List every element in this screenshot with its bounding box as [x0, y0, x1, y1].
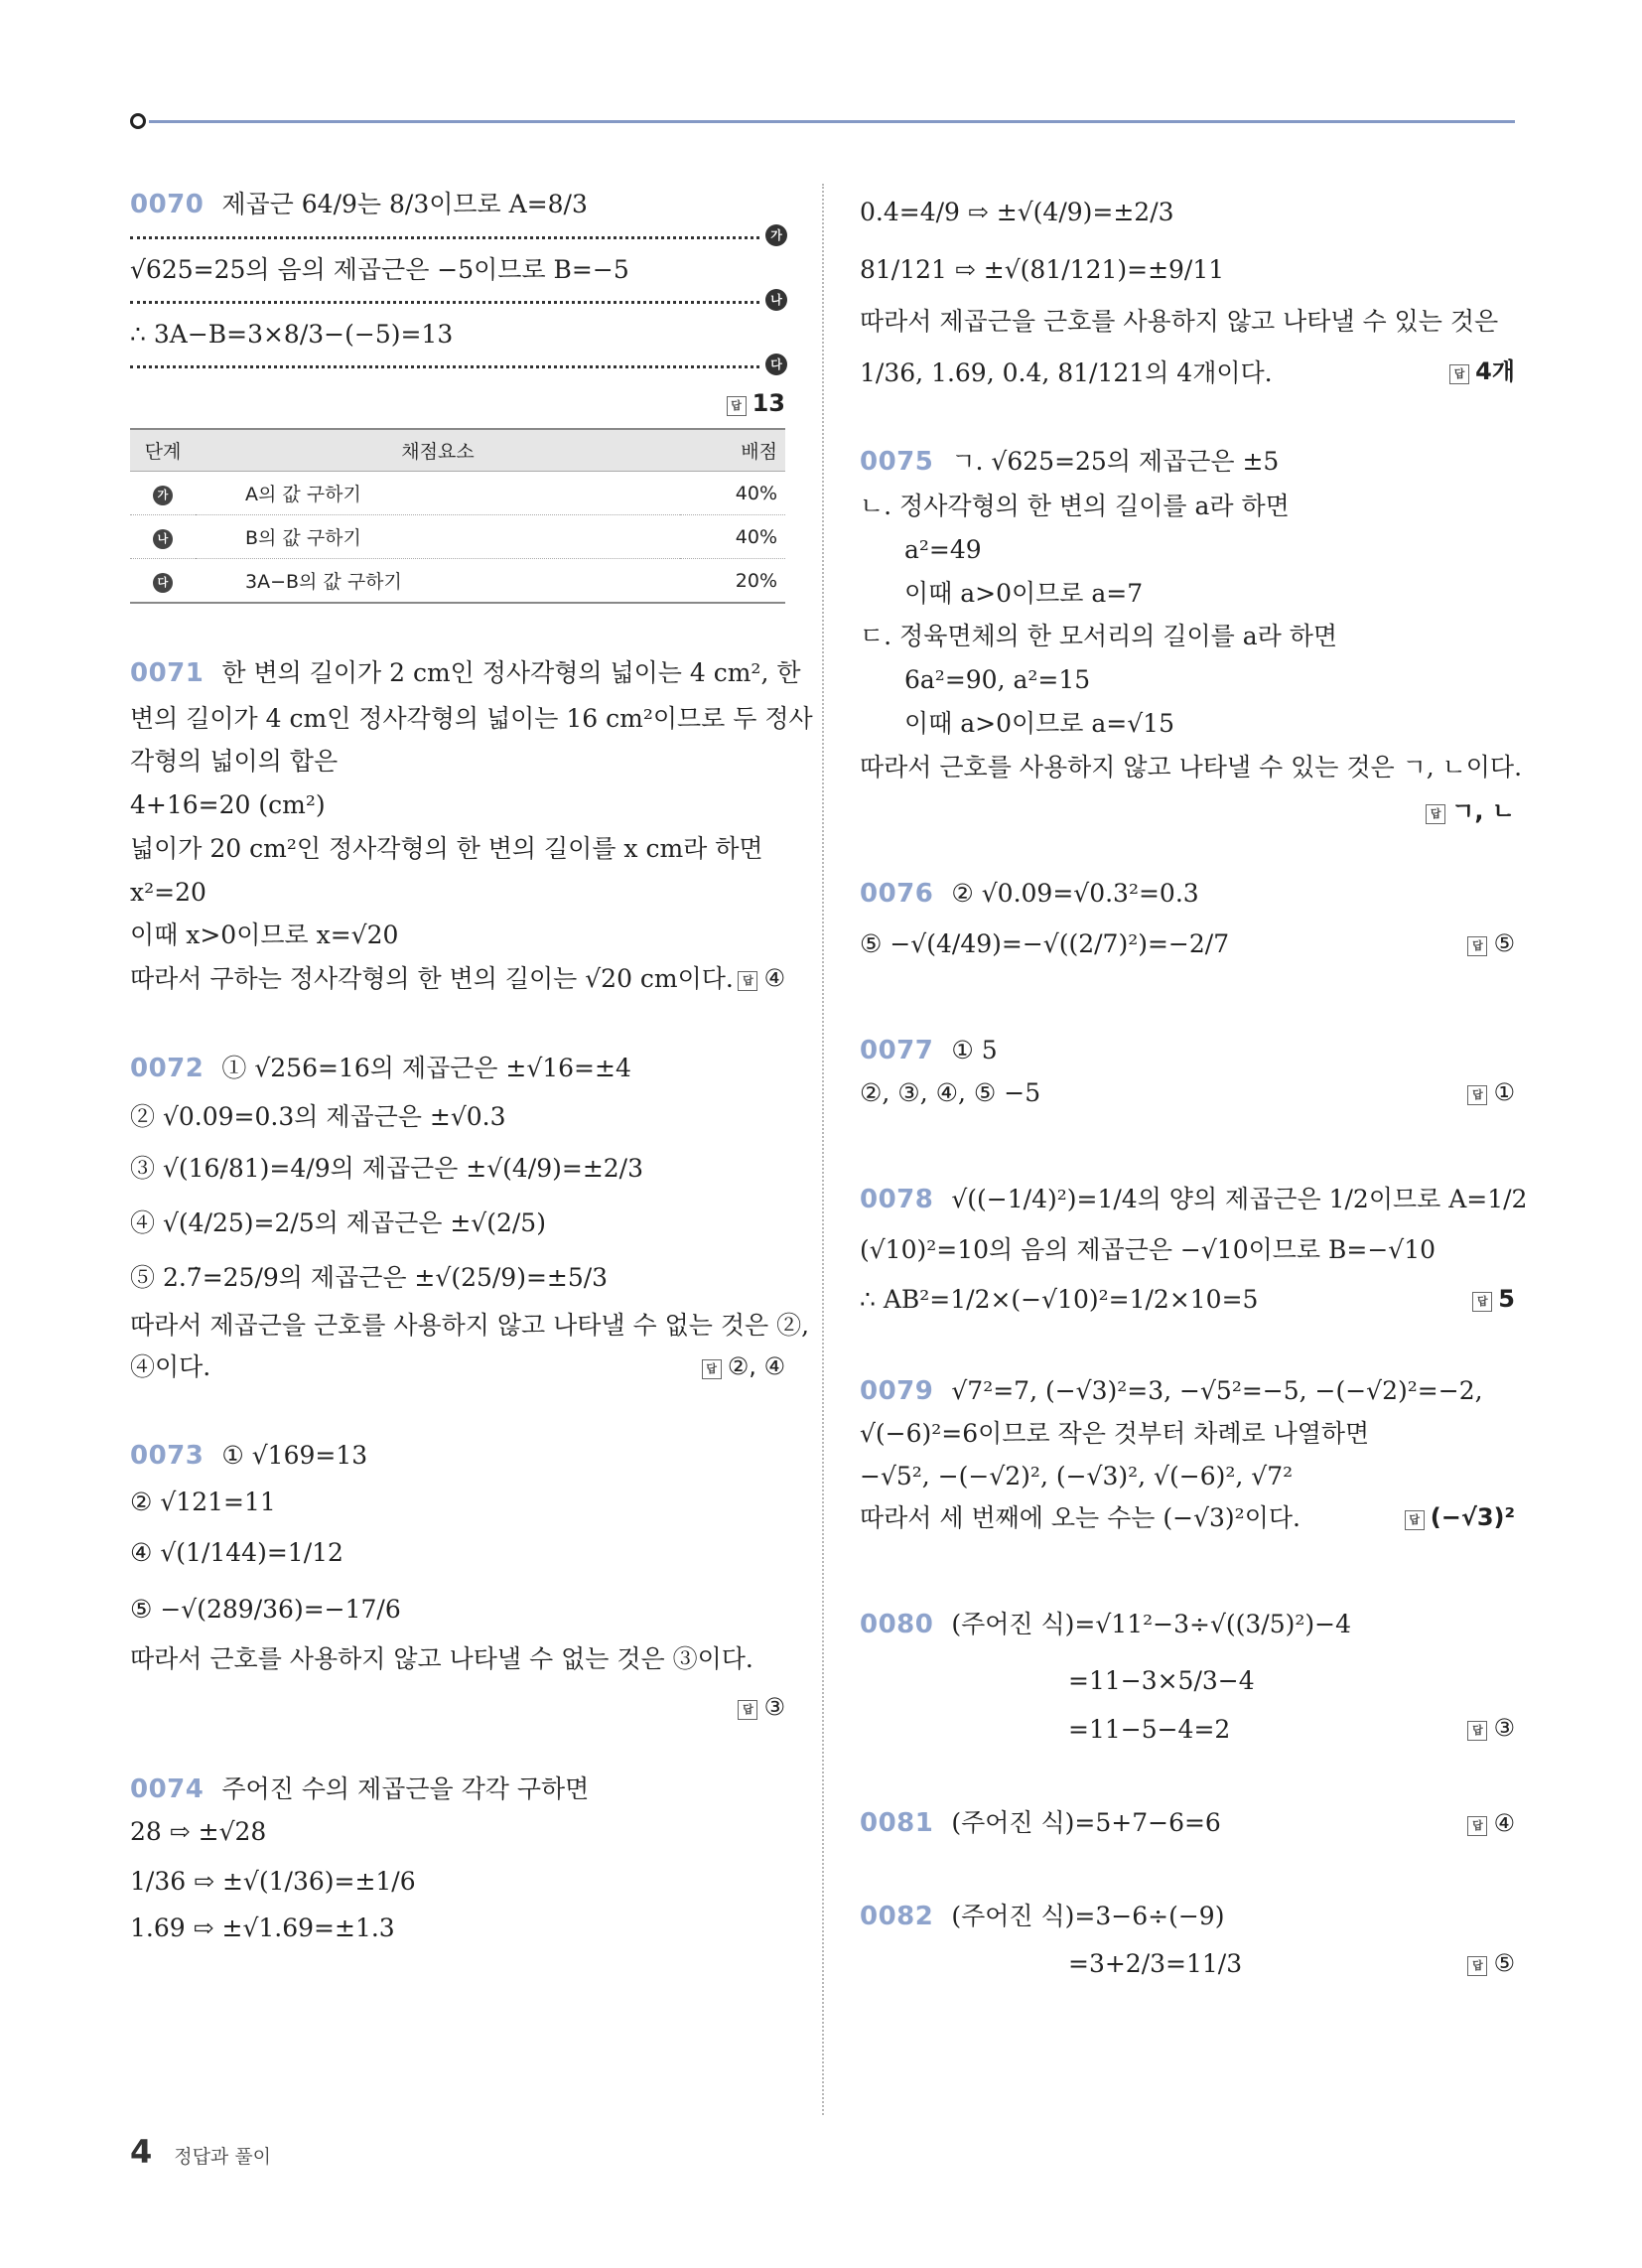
problem-number: 0082 — [860, 1902, 934, 1932]
problem-0072 — [130, 1045, 810, 1389]
problem-0076 — [860, 872, 1515, 973]
problem-0079 — [860, 1369, 1515, 1540]
solution-line: 넓이가 20 cm²인 정사각형의 한 변의 길이를 x cm라 하면 — [130, 833, 763, 863]
page-footer — [130, 2133, 271, 2171]
answer: 답 ④ — [1467, 1803, 1515, 1844]
solution-line: 이때 a>0이므로 a=√15 — [904, 708, 1174, 738]
solution-line: 1.69 ⇨ ±√1.69=±1.3 — [130, 1913, 395, 1942]
solution-line: ∴ 3A−B=3×8/3−(−5)=13 — [130, 320, 454, 350]
problem-number: 0076 — [860, 879, 934, 910]
solution-line: ① √256=16의 제곱근은 ±√16=±4 — [221, 1053, 631, 1082]
solution-line: ④ √(1/144)=1/12 — [130, 1537, 343, 1567]
step-marker: 나 — [765, 289, 787, 311]
table-header: 채점요소 — [196, 429, 680, 472]
scoring-table — [130, 428, 785, 604]
problem-0077 — [860, 1029, 1515, 1115]
solution-line: ∴ AB²=1/2×(−√10)²=1/2×10=5 — [860, 1284, 1259, 1314]
solution-line: ③ √(16/81)=4/9의 제곱근은 ±√(4/9)=±2/3 — [130, 1153, 644, 1183]
problem-number: 0075 — [860, 446, 934, 477]
right-column — [860, 184, 1528, 1989]
table-cell: A의 값 구하기 — [196, 472, 680, 515]
answer: 답 ㄱ, ㄴ — [1426, 797, 1515, 826]
answer: 답 4개 — [1449, 346, 1515, 398]
problem-number: 0077 — [860, 1035, 934, 1065]
solution-line: ② √0.09=√0.3²=0.3 — [951, 879, 1199, 909]
solution-line: 81/121 ⇨ ±√(81/121)=±9/11 — [860, 254, 1225, 284]
answer: 답 5 — [1472, 1274, 1515, 1324]
solution-line: 1/36 ⇨ ±√(1/36)=±1/6 — [130, 1866, 416, 1896]
table-cell: 3A−B의 값 구하기 — [196, 559, 680, 604]
problem-number: 0080 — [860, 1609, 934, 1639]
solution-line: 이때 a>0이므로 a=7 — [904, 578, 1144, 608]
step-divider — [130, 228, 782, 243]
footer-title: 정답과 풀이 — [174, 2146, 272, 2168]
problem-number: 0074 — [130, 1774, 205, 1805]
problem-0071 — [130, 651, 813, 1001]
table-row — [130, 559, 785, 604]
solution-line: 1/36, 1.69, 0.4̇, 81/121의 4개이다. — [860, 357, 1273, 387]
answer-badge: 답 — [738, 1700, 757, 1720]
table-row — [130, 472, 785, 515]
solution-line: ⑤ −√(289/36)=−17/6 — [130, 1595, 401, 1625]
solution-line: (주어진 식)=3−6÷(−9) — [951, 1902, 1225, 1931]
step-marker: 가 — [765, 224, 787, 246]
solution-line: ④이다. — [130, 1352, 211, 1382]
solution-line: 따라서 세 번째에 오는 수는 (−√3)²이다. — [860, 1503, 1300, 1533]
solution-line: x²=20 — [130, 877, 206, 907]
problem-0080 — [860, 1596, 1515, 1752]
table-header: 배점 — [680, 429, 785, 472]
solution-line: 따라서 제곱근을 근호를 사용하지 않고 나타낼 수 없는 것은 ②, — [130, 1310, 810, 1340]
solution-line: √7²=7, (−√3)²=3, −√5²=−5, −(−√2)²=−2, — [951, 1376, 1483, 1406]
solution-line: ④ √(4/25)=2/5의 제곱근은 ±√(2/5) — [130, 1207, 546, 1237]
solution-line: ② √0.09=0.3의 제곱근은 ±√0.3 — [130, 1102, 506, 1132]
answer: 답 ③ — [1467, 1707, 1515, 1750]
table-header: 단계 — [130, 429, 196, 472]
column-divider — [822, 184, 824, 2115]
solution-line: −√5², −(−√2)², (−√3)², √(−6)², √7² — [860, 1461, 1294, 1490]
solution-line: 4+16=20 (cm²) — [130, 790, 326, 820]
solution-line: √625=25의 음의 제곱근은 −5이므로 B=−5 — [130, 255, 629, 285]
answer: 답 13 — [727, 389, 785, 418]
solution-line: √((−1/4)²)=1/4의 양의 제곱근은 1/2이므로 A=1/2 — [951, 1184, 1528, 1213]
step-marker: 가 — [153, 486, 173, 505]
answer-badge: 답 — [1449, 364, 1469, 384]
solution-line: 따라서 근호를 사용하지 않고 나타낼 수 없는 것은 ③이다. — [130, 1643, 753, 1673]
answer-badge: 답 — [1472, 1292, 1492, 1312]
problem-number: 0070 — [130, 190, 205, 219]
solution-line: 28 ⇨ ±√28 — [130, 1817, 267, 1847]
solution-line: (주어진 식)=5+7−6=6 — [951, 1808, 1221, 1838]
solution-line: 따라서 근호를 사용하지 않고 나타낼 수 있는 것은 ㄱ, ㄴ이다. — [860, 752, 1523, 781]
answer-badge: 답 — [1467, 1721, 1487, 1741]
problem-0074 — [130, 1768, 785, 1948]
problem-0070 — [130, 190, 785, 604]
problem-number: 0071 — [130, 658, 205, 689]
answer: 답 ⑤ — [1467, 1939, 1515, 1987]
solution-line: ㄴ. 정사각형의 한 변의 길이를 a라 하면 — [860, 492, 1290, 520]
answer-badge: 답 — [1467, 1085, 1487, 1105]
answer-badge: 답 — [727, 396, 747, 416]
header-circle-decoration — [130, 113, 146, 129]
answer: 답 ① — [1467, 1072, 1515, 1113]
solution-line: 변의 길이가 4 cm인 정사각형의 넓이는 16 cm²이므로 두 정사 — [130, 703, 813, 733]
table-cell: B의 값 구하기 — [196, 515, 680, 559]
table-cell: 20% — [680, 559, 785, 604]
answer: 답 ⑤ — [1467, 917, 1515, 971]
table-row — [130, 515, 785, 559]
answer-badge: 답 — [1405, 1510, 1425, 1530]
solution-line: 따라서 구하는 정사각형의 한 변의 길이는 √20 cm이다. — [130, 964, 734, 994]
problem-0075 — [860, 440, 1523, 829]
problem-0078 — [860, 1173, 1528, 1327]
solution-line: 따라서 제곱근을 근호를 사용하지 않고 나타낼 수 있는 것은 — [860, 307, 1499, 336]
answer-badge: 답 — [1467, 1816, 1487, 1836]
step-marker: 나 — [153, 529, 173, 549]
solution-line: 이때 x>0이므로 x=√20 — [130, 921, 399, 950]
solution-line: ⑤ −√(4/49)=−√((2/7)²)=−2/7 — [860, 929, 1230, 959]
answer-badge: 답 — [1426, 804, 1445, 824]
answer: 답 (−√3)² — [1405, 1497, 1515, 1538]
problem-number: 0073 — [130, 1440, 205, 1471]
solution-line: a²=49 — [904, 534, 982, 564]
solution-line: √(−6)²=6이므로 작은 것부터 차례로 나열하면 — [860, 1419, 1370, 1449]
solution-line: 0.4̇=4/9 ⇨ ±√(4/9)=±2/3 — [860, 198, 1174, 226]
problem-0073 — [130, 1433, 785, 1724]
answer-badge: 답 — [738, 971, 757, 991]
solution-line: (주어진 식)=√11²−3÷√((3/5)²)−4 — [951, 1609, 1351, 1638]
solution-line: 제곱근 64/9는 8/3이므로 A=8/3 — [221, 190, 588, 218]
answer-badge: 답 — [1467, 936, 1487, 956]
solution-line: 각형의 넓이의 합은 — [130, 747, 339, 777]
solution-line: 주어진 수의 제곱근을 각각 구하면 — [221, 1774, 590, 1804]
solution-line: ⑤ 2.7̇=25/9의 제곱근은 ±√(25/9)=±5/3 — [130, 1262, 609, 1292]
solution-line: =3+2/3=11/3 — [1068, 1948, 1243, 1978]
solution-line: =11−5−4=2 — [1068, 1715, 1231, 1745]
answer-badge: 답 — [1467, 1956, 1487, 1976]
header-rule — [149, 120, 1515, 123]
table-cell: 40% — [680, 515, 785, 559]
solution-line: 한 변의 길이가 2 cm인 정사각형의 넓이는 4 cm², 한 — [221, 658, 801, 688]
solution-line: ① √169=13 — [221, 1440, 368, 1470]
step-divider — [130, 357, 782, 372]
problem-0081 — [860, 1801, 1515, 1845]
step-marker: 다 — [153, 573, 173, 593]
solution-line: =11−3×5/3−4 — [1068, 1665, 1255, 1695]
problem-number: 0078 — [860, 1184, 934, 1214]
table-cell: 40% — [680, 472, 785, 515]
solution-line: ① 5 — [951, 1035, 998, 1064]
solution-line: 6a²=90, a²=15 — [904, 665, 1091, 694]
problem-number: 0072 — [130, 1053, 205, 1083]
problem-0082 — [860, 1895, 1515, 1988]
solution-line: ②, ③, ④, ⑤ −5 — [860, 1078, 1041, 1108]
page-number: 4 — [130, 2133, 153, 2171]
left-column — [130, 184, 813, 1948]
problem-number: 0081 — [860, 1808, 934, 1839]
answer: 답 ④ — [738, 957, 785, 999]
answer: 답 ③ — [738, 1693, 785, 1722]
solution-line: ㄱ. √625=25의 제곱근은 ±5 — [951, 446, 1280, 476]
problem-0074-continued — [860, 184, 1515, 400]
solution-line: ② √121=11 — [130, 1487, 276, 1516]
answer-badge: 답 — [702, 1359, 722, 1379]
problem-number: 0079 — [860, 1376, 934, 1407]
solution-line: (√10)²=10의 음의 제곱근은 −√10이므로 B=−√10 — [860, 1235, 1437, 1265]
solution-line: ㄷ. 정육면체의 한 모서리의 길이를 a라 하면 — [860, 622, 1338, 651]
step-divider — [130, 293, 782, 308]
step-marker: 다 — [765, 354, 787, 375]
answer: 답 ②, ④ — [702, 1347, 785, 1387]
